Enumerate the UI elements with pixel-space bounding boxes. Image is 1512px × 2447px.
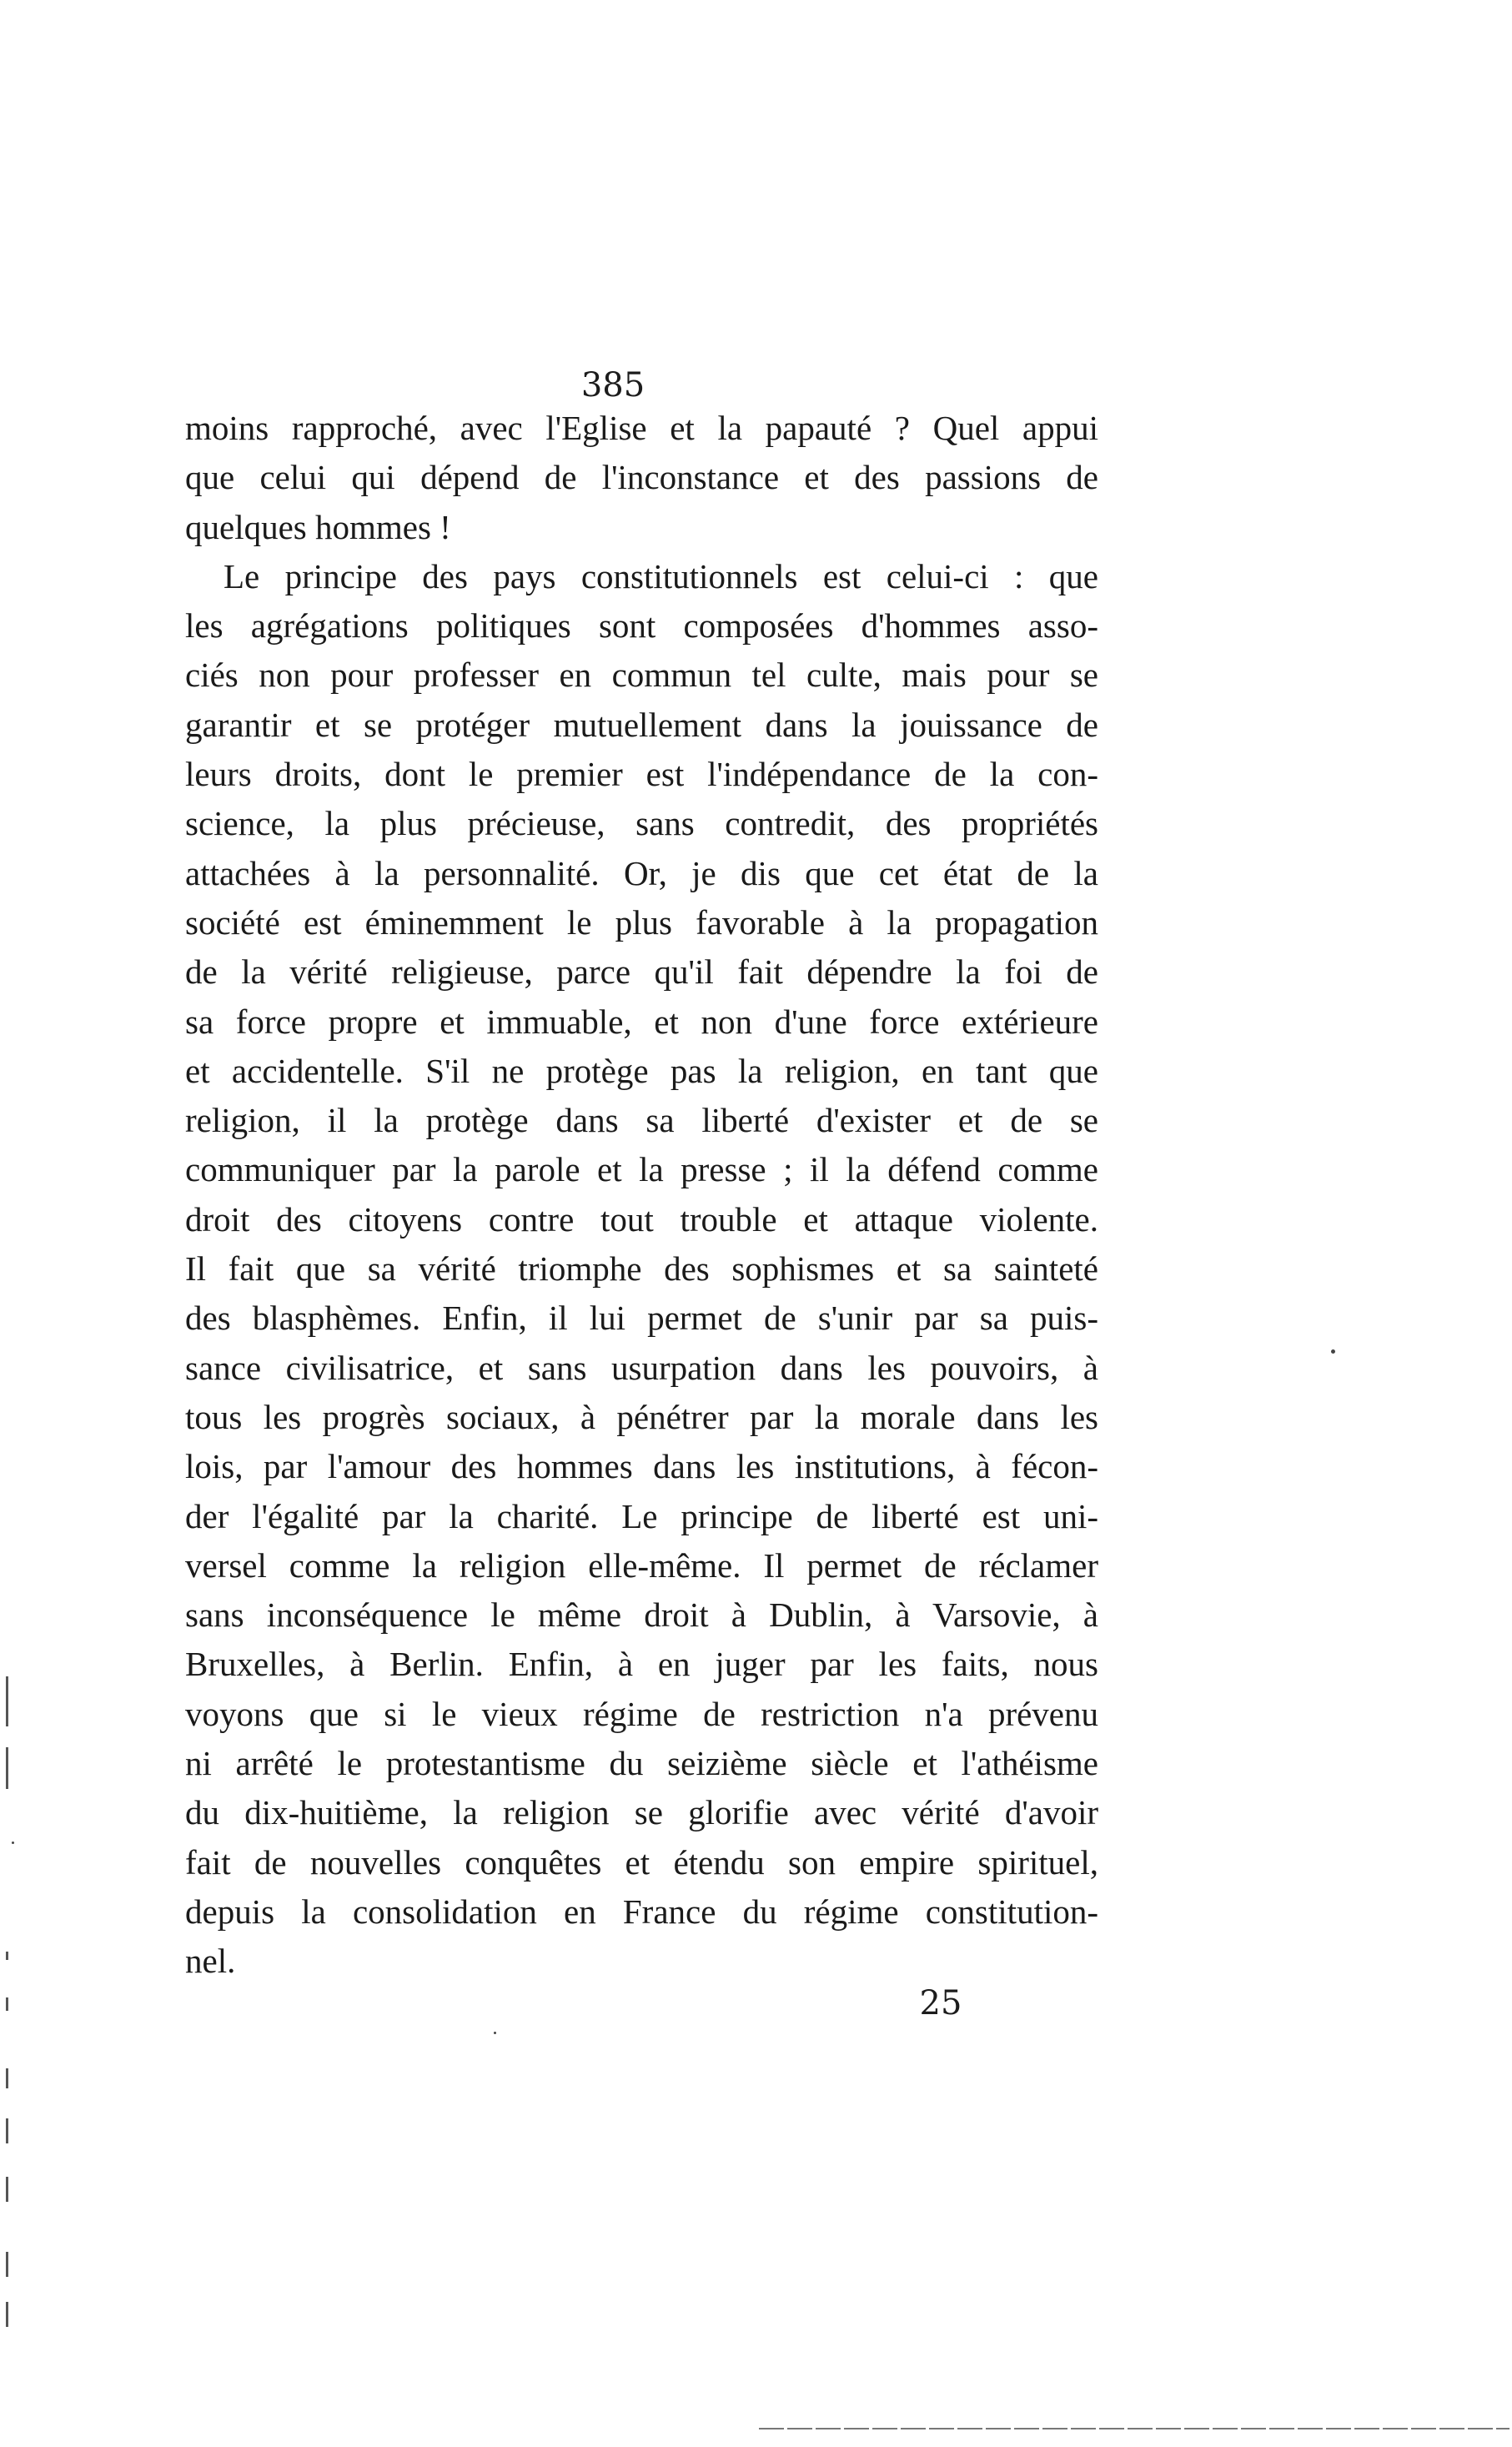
scan-speck [494, 2032, 496, 2034]
text-line: société est éminemment le plus favorable à la propagation [185, 902, 1098, 942]
text-line: droit des citoyens contre tout trouble et attaque violente. [185, 1199, 1098, 1239]
scan-edge-mark [6, 2252, 8, 2277]
scan-edge-mark [6, 1747, 8, 1789]
text-line: lois, par l'amour des hommes dans les institutions, à fécon- [185, 1447, 1098, 1486]
scan-speck [1331, 1349, 1335, 1354]
text-line: sans inconséquence le même droit à Dublin, à Varsovie, à [185, 1595, 1098, 1635]
text-line: attachées à la personnalité. Or, je dis que cet état de la [185, 853, 1098, 892]
scan-edge-mark [6, 1952, 8, 1960]
text-line: religion, il la protège dans sa liberté d'exister et de se [185, 1101, 1098, 1140]
text-line: sance civilisatrice, et sans usurpation dans les pouvoirs, à [185, 1348, 1098, 1387]
text-line: versel comme la religion elle-même. Il permet de réclamer [185, 1545, 1098, 1585]
text-line: sa force propre et immuable, et non d'une force extérieure [185, 1002, 1098, 1041]
text-line: tous les progrès sociaux, à pénétrer par la morale dans les [185, 1397, 1098, 1436]
text-line: leurs droits, dont le premier est l'indépendance de la con- [185, 755, 1098, 794]
signature-mark: 25 [919, 1984, 962, 2022]
text-line: science, la plus précieuse, sans contredit, des propriétés [185, 804, 1098, 843]
body-text [185, 404, 1098, 1987]
text-line: que celui qui dépend de l'inconstance et des passions de [185, 458, 1098, 497]
text-line: der l'égalité par la charité. Le principe de liberté est uni- [185, 1496, 1098, 1535]
scan-speck [12, 1842, 14, 1844]
scan-bottom-edge [759, 2428, 1509, 2429]
scan-edge-mark [6, 2302, 8, 2327]
text-line: communiquer par la parole et la presse ; il la défend comme [185, 1150, 1098, 1189]
text-line: fait de nouvelles conquêtes et étendu son empire spirituel, [185, 1842, 1098, 1882]
text-line: nel. [185, 1942, 236, 1981]
text-line: depuis la consolidation en France du régime constitution- [185, 1892, 1098, 1931]
scan-edge-mark [6, 2177, 8, 2202]
text-line: Il fait que sa vérité triomphe des sophismes et sa sainteté [185, 1249, 1098, 1289]
scan-edge-mark [6, 2068, 8, 2088]
text-line: quelques hommes ! [185, 507, 451, 546]
text-line: du dix-huitième, la religion se glorifie avec vérité d'avoir [185, 1793, 1098, 1832]
text-line: moins rapproché, avec l'Eglise et la papauté ? Quel appui [185, 409, 1098, 447]
text-line: Le principe des pays constitutionnels est celui-ci : que [224, 556, 1098, 595]
text-line: garantir et se protéger mutuellement dans la jouissance de [185, 705, 1098, 744]
text-line: ciés non pour professer en commun tel culte, mais pour se [185, 656, 1098, 695]
text-line: de la vérité religieuse, parce qu'il fait dépendre la foi de [185, 952, 1098, 992]
text-line: des blasphèmes. Enfin, il lui permet de s'unir par sa puis- [185, 1299, 1098, 1338]
text-line: les agrégations politiques sont composées d'hommes asso- [185, 606, 1098, 646]
scan-edge-mark [6, 2118, 8, 2143]
text-line: Bruxelles, à Berlin. Enfin, à en juger par les faits, nous [185, 1645, 1098, 1684]
scan-edge-mark [6, 1997, 8, 2011]
text-line: et accidentelle. S'il ne protège pas la religion, en tant que [185, 1051, 1098, 1090]
scan-edge-mark [6, 1676, 8, 1726]
text-line: voyons que si le vieux régime de restriction n'a prévenu [185, 1694, 1098, 1733]
page-number: 385 [580, 366, 645, 404]
text-line: ni arrêté le protestantisme du seizième siècle et l'athéisme [185, 1744, 1098, 1783]
